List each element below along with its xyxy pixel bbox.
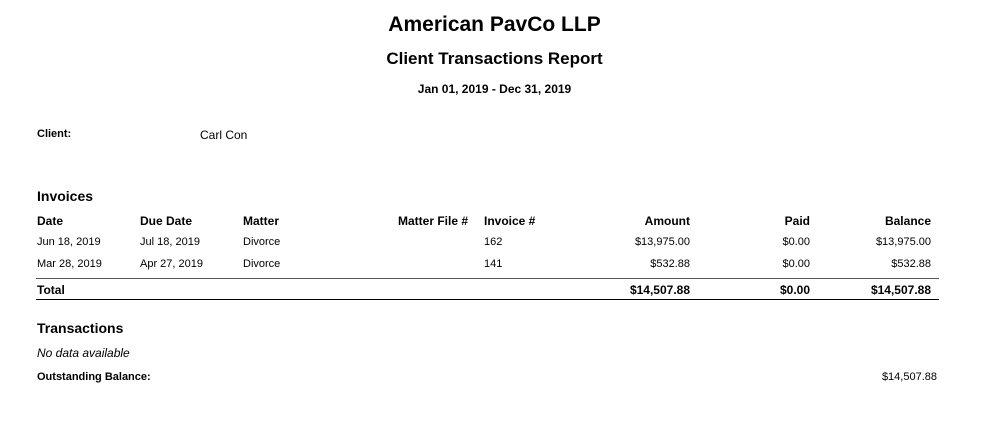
- invoices-heading: Invoices: [37, 188, 94, 204]
- total-balance: $14,507.88: [870, 283, 931, 297]
- total-paid: $0.00: [779, 283, 810, 297]
- col-header-balance: Balance: [884, 214, 931, 228]
- cell-due-date: Jul 18, 2019: [140, 236, 200, 248]
- cell-date: Jun 18, 2019: [37, 236, 101, 248]
- col-header-invoice: Invoice #: [484, 214, 536, 228]
- col-header-date: Date: [37, 214, 64, 228]
- cell-balance: $13,975.00: [875, 236, 931, 248]
- cell-invoice: 162: [484, 236, 503, 248]
- total-top-rule: [36, 278, 939, 279]
- client-name: Carl Con: [200, 128, 248, 142]
- total-label: Total: [37, 283, 65, 297]
- total-bottom-rule: [36, 299, 939, 300]
- transactions-empty-text: No data available: [37, 346, 130, 360]
- cell-amount: $532.88: [650, 258, 690, 270]
- cell-date: Mar 28, 2019: [37, 258, 102, 270]
- report-title: Client Transactions Report: [386, 49, 603, 68]
- col-header-matter: Matter: [243, 214, 280, 228]
- client-label: Client:: [37, 128, 72, 140]
- cell-balance: $532.88: [891, 258, 931, 270]
- outstanding-balance-label: Outstanding Balance:: [37, 371, 151, 383]
- cell-invoice: 141: [484, 258, 503, 270]
- col-header-amount: Amount: [644, 214, 690, 228]
- cell-matter: Divorce: [243, 236, 281, 248]
- total-amount: $14,507.88: [629, 283, 690, 297]
- company-name: American PavCo LLP: [388, 13, 601, 36]
- report-date-range: Jan 01, 2019 - Dec 31, 2019: [417, 82, 572, 96]
- cell-due-date: Apr 27, 2019: [140, 258, 203, 270]
- cell-paid: $0.00: [782, 258, 810, 270]
- cell-paid: $0.00: [782, 236, 810, 248]
- col-header-matter-file: Matter File #: [398, 214, 469, 228]
- outstanding-balance-value: $14,507.88: [881, 371, 937, 383]
- col-header-due-date: Due Date: [140, 214, 193, 228]
- cell-matter: Divorce: [243, 258, 281, 270]
- cell-amount: $13,975.00: [634, 236, 690, 248]
- col-header-paid: Paid: [784, 214, 810, 228]
- transactions-heading: Transactions: [37, 320, 124, 336]
